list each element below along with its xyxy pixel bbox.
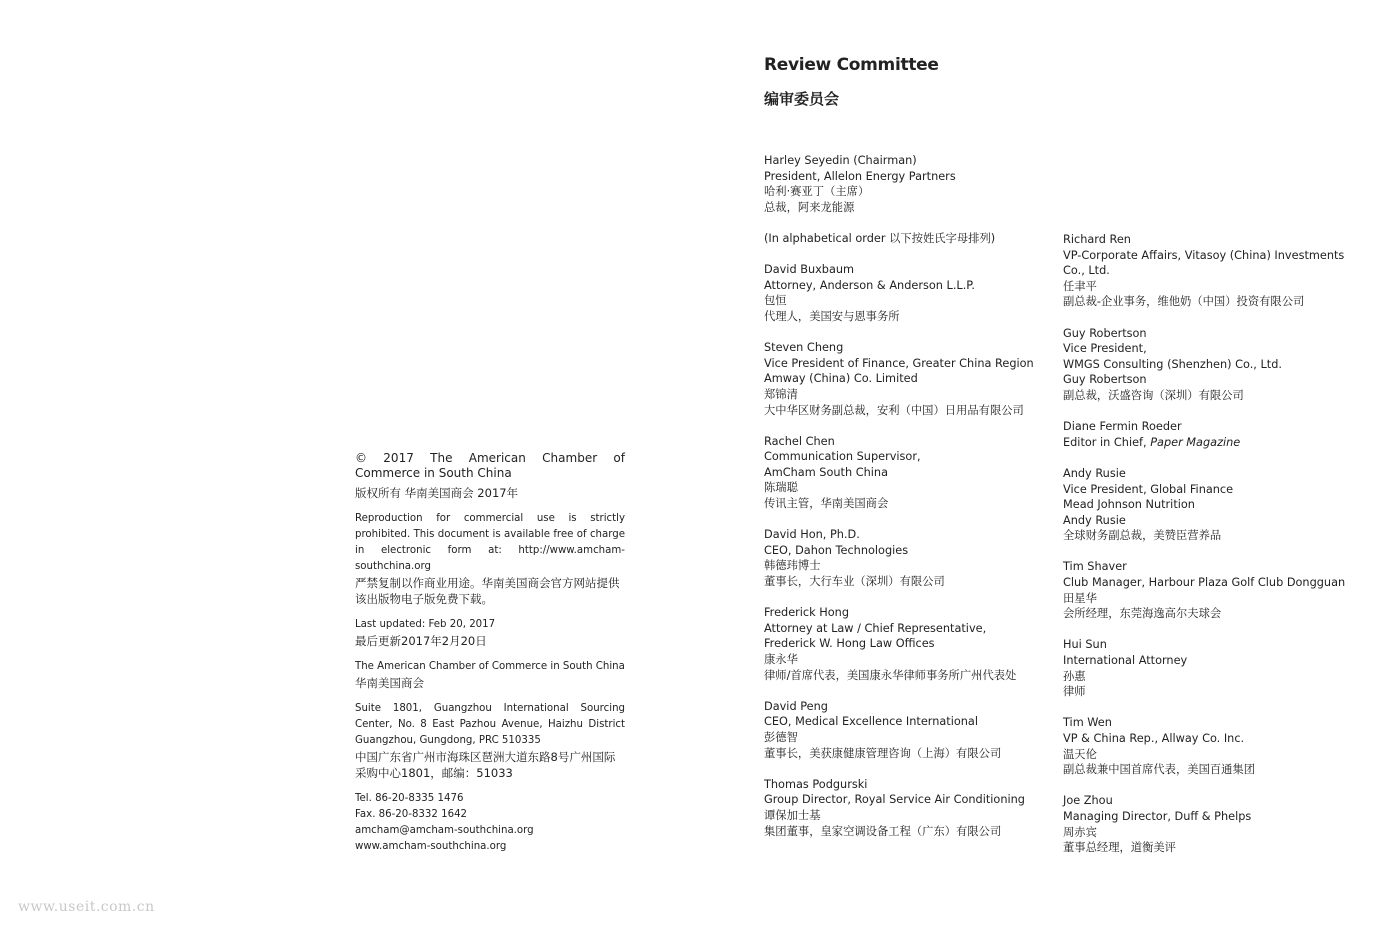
- member-entry: [1063, 637, 1353, 699]
- org-name-en: The American Chamber of Commerce in South China: [355, 661, 625, 672]
- member-entry: [764, 605, 1064, 683]
- member-line: 陈瑞聪: [764, 481, 798, 495]
- member-line: Guy Robertson: [1063, 326, 1147, 340]
- member-line: 康永华: [764, 653, 798, 666]
- member-line: Andy Rusie: [1063, 466, 1126, 480]
- member-line: Attorney, Anderson & Anderson L.L.P.: [764, 278, 975, 292]
- member-line: VP-Corporate Affairs, Vitasoy (China) Investments: [1063, 248, 1345, 262]
- member-line: Andy Rusie: [1063, 513, 1126, 527]
- member-entry: [1063, 419, 1353, 450]
- member-line: Tim Shaver: [1063, 560, 1127, 574]
- member-line: Mead Johnson Nutrition: [1063, 498, 1195, 512]
- member-line: Frederick Hong: [764, 606, 850, 620]
- member-line: 孙惠: [1063, 669, 1086, 683]
- member-entry: [764, 777, 1064, 839]
- member-line: 周赤宾: [1063, 825, 1097, 839]
- address-en: Suite 1801, Guangzhou International Sourcing Center, No. 8 East Pazhou Avenue, Haizhu District Guangzhou, Gungdong, PRC 510335: [355, 703, 625, 746]
- member-line: 律师/首席代表，美国康永华律师事务所广州代表处: [764, 668, 1017, 682]
- member-line: 董事总经理，道衡美评: [1063, 841, 1176, 855]
- committee-column-2: [1063, 232, 1353, 871]
- member-line: 集团董事，皇家空调设备工程（广东）有限公司: [764, 824, 1002, 838]
- member-line: David Peng: [764, 699, 828, 713]
- member-line: CEO, Medical Excellence International: [764, 715, 978, 729]
- page-title-cn: 编审委员会: [764, 90, 840, 108]
- member-line: 代理人，美国安与恩事务所: [764, 309, 900, 323]
- member-line: Vice President, Global Finance: [1063, 482, 1234, 496]
- member-line: 董事长，大行车业（深圳）有限公司: [764, 575, 945, 589]
- member-entry: [764, 527, 1064, 589]
- copyright-en: © 2017 The American Chamber of Commerce in South China: [355, 451, 625, 480]
- member-line: Guy Robertson: [1063, 373, 1147, 387]
- member-line: Vice President,: [1063, 342, 1147, 356]
- member-line: 会所经理，东莞海逸高尔夫球会: [1063, 607, 1222, 621]
- member-line: 传讯主管，华南美国商会: [764, 497, 889, 511]
- email: amcham@amcham-southchina.org: [355, 825, 534, 836]
- member-line: Thomas Podgurski: [764, 777, 868, 791]
- imprint-block: [355, 451, 625, 855]
- member-line: Vice President of Finance, Greater China Region: [764, 356, 1034, 370]
- member-line: 彭德智: [764, 730, 798, 744]
- member-line: 任聿平: [1063, 279, 1097, 293]
- member-line: Group Director, Royal Service Air Conditioning: [764, 793, 1025, 807]
- member-line: Co., Ltd.: [1063, 264, 1110, 278]
- magazine-name: Paper Magazine: [1150, 435, 1241, 449]
- org-name-cn: 华南美国商会: [355, 676, 424, 690]
- member-entry: [1063, 715, 1353, 777]
- member-entry: [1063, 793, 1353, 855]
- member-line: AmCham South China: [764, 465, 888, 479]
- fax: Fax. 86-20-8332 1642: [355, 809, 468, 820]
- member-line: 大中华区财务副总裁，安利（中国）日用品有限公司: [764, 403, 1024, 417]
- reproduction-notice-cn: 严禁复制以作商业用途。华南美国商会官方网站提供该出版物电子版免费下载。: [355, 576, 620, 606]
- member-entry: [764, 434, 1064, 512]
- member-line: Diane Fermin Roeder: [1063, 420, 1182, 434]
- member-line: Attorney at Law / Chief Representative,: [764, 621, 987, 635]
- member-line: 全球财务副总裁，美赞臣营养品: [1063, 529, 1222, 543]
- member-line: Frederick W. Hong Law Offices: [764, 637, 935, 651]
- watermark: www.useit.com.cn: [18, 899, 155, 915]
- member-line: 包恒: [764, 294, 787, 308]
- reproduction-notice-en: Reproduction for commercial use is strictly prohibited. This document is available free of charge in electronic form at: http://www.amcham-southchina.org: [355, 513, 625, 572]
- member-entry: [764, 699, 1064, 761]
- member-line: Steven Cheng: [764, 341, 844, 355]
- telephone: Tel. 86-20-8335 1476: [355, 793, 464, 804]
- member-line: Joe Zhou: [1063, 794, 1113, 808]
- member-line: 董事长，美获康健康管理咨询（上海）有限公司: [764, 746, 1002, 760]
- member-line: President, Allelon Energy Partners: [764, 169, 956, 183]
- member-entry: [1063, 559, 1353, 621]
- address-cn: 中国广东省广州市海珠区琶洲大道东路8号广州国际采购中心1801，邮编：51033: [355, 750, 616, 780]
- editor-title: Editor in Chief,: [1063, 435, 1151, 449]
- copyright-cn: 版权所有 华南美国商会 2017年: [355, 486, 519, 500]
- member-entry: [1063, 326, 1353, 404]
- member-line: Rachel Chen: [764, 434, 835, 448]
- member-line: 谭保加士基: [764, 808, 821, 822]
- member-line: Richard Ren: [1063, 233, 1131, 246]
- member-line: Hui Sun: [1063, 638, 1107, 652]
- member-line: David Buxbaum: [764, 263, 855, 277]
- member-line: CEO, Dahon Technologies: [764, 543, 909, 557]
- chairman-entry: [764, 153, 1064, 215]
- website: www.amcham-southchina.org: [355, 841, 507, 852]
- member-line: 郑锦清: [764, 387, 798, 401]
- member-line: Managing Director, Duff & Phelps: [1063, 809, 1252, 823]
- member-line: Amway (China) Co. Limited: [764, 372, 918, 386]
- committee-column-1: [764, 153, 1064, 855]
- member-line: International Attorney: [1063, 654, 1188, 668]
- member-entry: [1063, 232, 1353, 310]
- member-line: David Hon, Ph.D.: [764, 528, 860, 542]
- member-line: 哈利·赛亚丁（主席）: [764, 185, 870, 199]
- last-updated-cn: 最后更新2017年2月20日: [355, 634, 487, 648]
- member-line: 田星华: [1063, 591, 1097, 605]
- member-entry: [764, 262, 1064, 324]
- order-note: (In alphabetical order 以下按姓氏字母排列): [764, 231, 996, 245]
- member-line: Harley Seyedin (Chairman): [764, 154, 917, 167]
- member-line: 总裁，阿来龙能源: [764, 200, 855, 214]
- member-entry: [764, 340, 1064, 418]
- page-title: Review Committee: [764, 55, 939, 75]
- member-line: Communication Supervisor,: [764, 450, 921, 464]
- member-entry: [1063, 466, 1353, 544]
- member-line: 律师: [1063, 685, 1086, 699]
- member-line: VP & China Rep., Allway Co. Inc.: [1063, 732, 1245, 745]
- member-line: [1063, 435, 1353, 451]
- member-line: 温天伦: [1063, 747, 1097, 761]
- member-line: 韩德玮博士: [764, 559, 821, 573]
- member-line: WMGS Consulting (Shenzhen) Co., Ltd.: [1063, 357, 1282, 371]
- member-line: 副总裁，沃盛咨询（深圳）有限公司: [1063, 388, 1244, 402]
- member-line: Tim Wen: [1063, 716, 1112, 730]
- member-line: 副总裁兼中国首席代表，美国百通集团: [1063, 763, 1256, 777]
- last-updated-en: Last updated: Feb 20, 2017: [355, 619, 496, 630]
- member-line: 副总裁-企业事务，维他奶（中国）投资有限公司: [1063, 295, 1305, 309]
- member-line: Club Manager, Harbour Plaza Golf Club Dongguan: [1063, 576, 1346, 590]
